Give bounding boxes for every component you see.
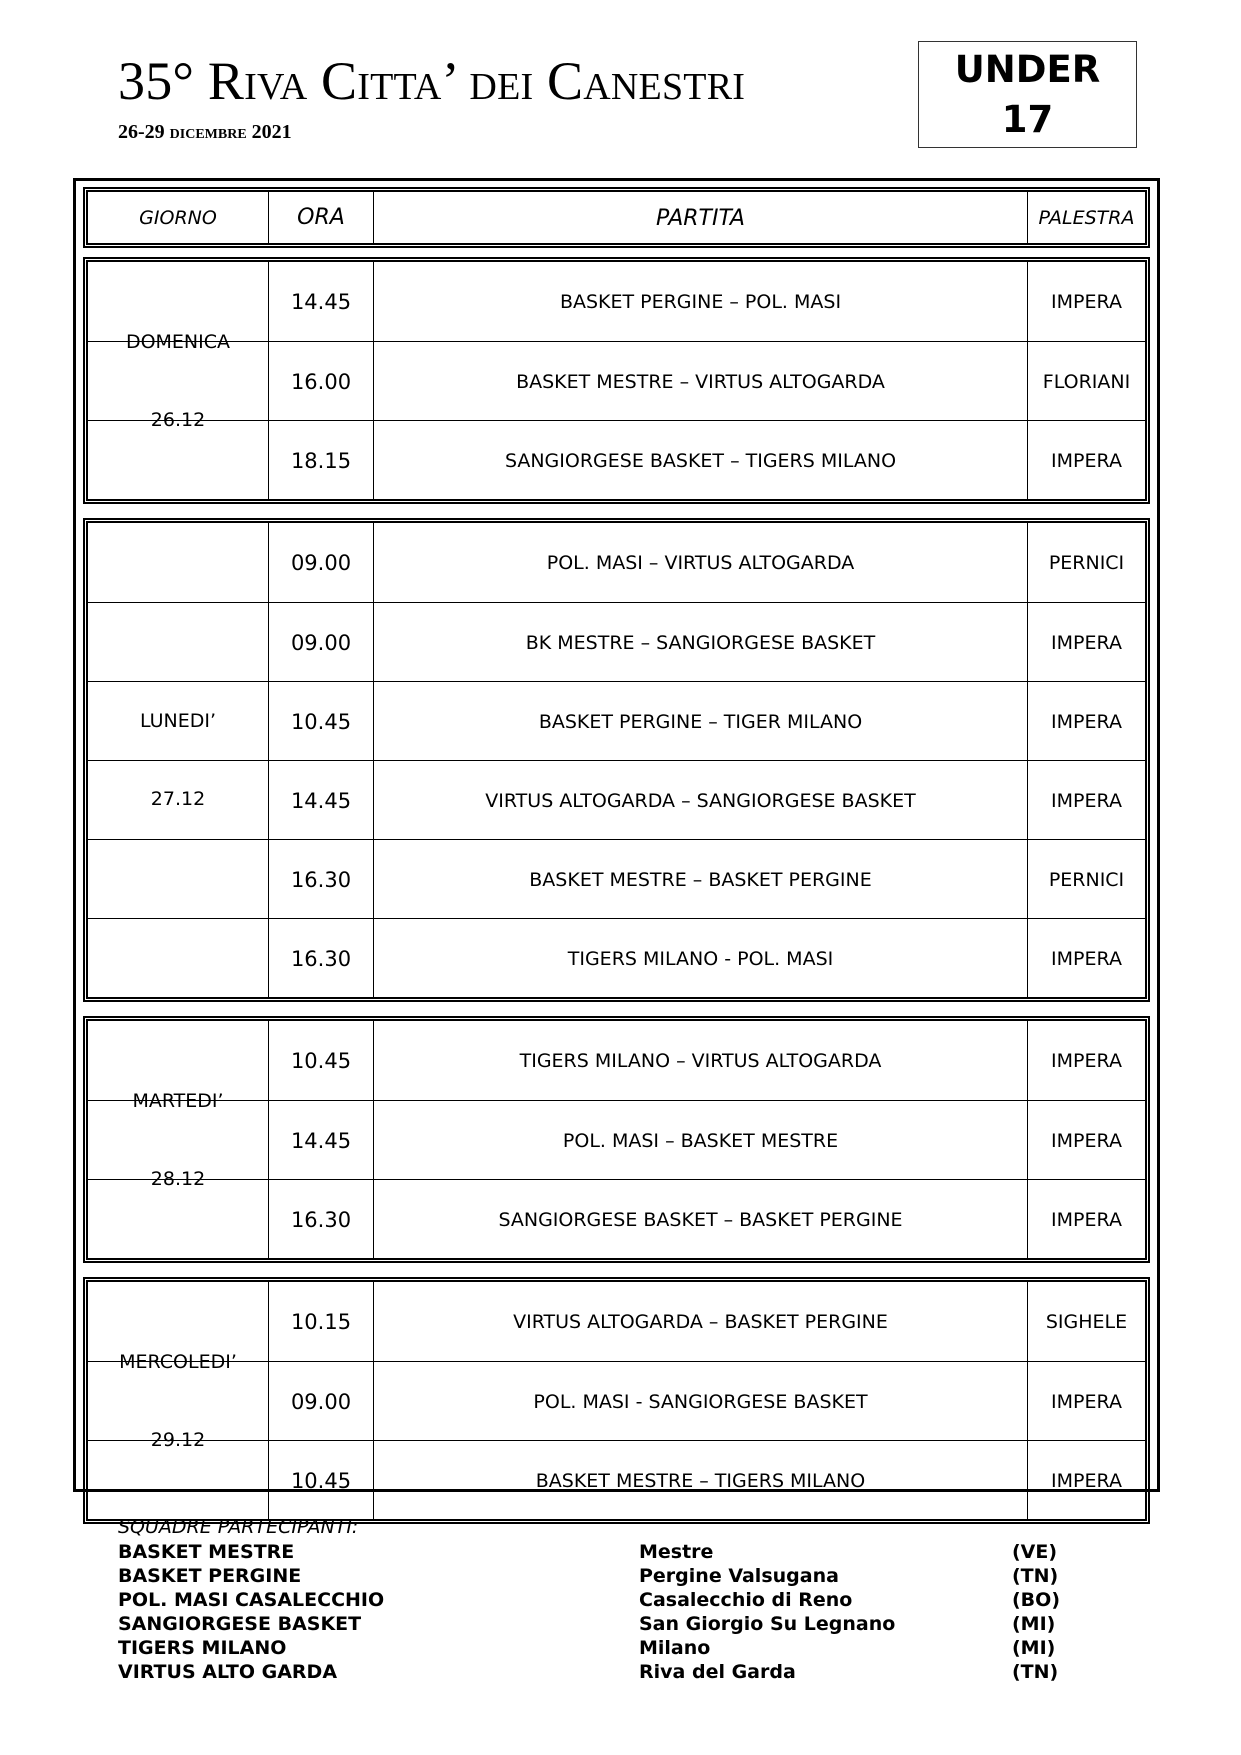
game-time: 14.45	[268, 1101, 373, 1180]
day-date: 26.12	[150, 408, 206, 431]
game-venue: IMPERA	[1027, 682, 1145, 761]
game-venue: IMPERA	[1027, 1441, 1145, 1520]
game-match: BASKET MESTRE – TIGERS MILANO	[373, 1441, 1027, 1520]
day-cell	[88, 523, 268, 997]
column-header-day: GIORNO	[139, 206, 217, 229]
team-province: (VE)	[1012, 1541, 1058, 1563]
game-time: 09.00	[268, 603, 373, 682]
team-row	[118, 1612, 1128, 1636]
game-venue: PERNICI	[1027, 840, 1145, 919]
game-time: 14.45	[268, 761, 373, 840]
game-match: BASKET PERGINE – TIGER MILANO	[373, 682, 1027, 761]
day-cell	[88, 262, 268, 499]
team-province: (TN)	[1012, 1661, 1059, 1683]
team-row	[118, 1564, 1128, 1588]
event-dates: 26-29 dicembre 2021	[118, 121, 292, 143]
team-name: BASKET PERGINE	[118, 1565, 302, 1587]
day-name: DOMENICA	[125, 330, 231, 353]
day-cell	[88, 1021, 268, 1258]
day-block	[83, 1016, 1150, 1263]
game-venue: IMPERA	[1027, 919, 1145, 998]
day-date: 29.12	[150, 1428, 206, 1451]
game-time: 10.15	[268, 1282, 373, 1361]
teams-title: SQUADRE PARTECIPANTI:	[118, 1516, 359, 1538]
team-row	[118, 1636, 1128, 1660]
team-name: BASKET MESTRE	[118, 1541, 295, 1563]
team-name: SANGIORGESE BASKET	[118, 1613, 362, 1635]
game-match: SANGIORGESE BASKET – TIGERS MILANO	[373, 421, 1027, 500]
game-match: POL. MASI - SANGIORGESE BASKET	[373, 1362, 1027, 1441]
game-time: 10.45	[268, 1021, 373, 1100]
game-venue: IMPERA	[1027, 1180, 1145, 1259]
day-name: MERCOLEDI’	[119, 1350, 237, 1373]
team-city: San Giorgio Su Legnano	[639, 1613, 896, 1635]
column-header-venue: PALESTRA	[1027, 192, 1145, 243]
team-row	[118, 1540, 1128, 1564]
game-venue: IMPERA	[1027, 1021, 1145, 1100]
game-match: TIGERS MILANO - POL. MASI	[373, 919, 1027, 998]
participating-teams	[118, 1514, 1128, 1684]
game-time: 10.45	[268, 682, 373, 761]
team-row	[118, 1588, 1128, 1612]
game-match: VIRTUS ALTOGARDA – SANGIORGESE BASKET	[373, 761, 1027, 840]
page-title: 35° Riva Citta’ dei Canestri	[118, 51, 746, 111]
game-time: 09.00	[268, 1362, 373, 1441]
team-city: Mestre	[639, 1541, 714, 1563]
game-venue: IMPERA	[1027, 262, 1145, 341]
day-block	[83, 1277, 1150, 1524]
game-match: POL. MASI – BASKET MESTRE	[373, 1101, 1027, 1180]
day-date: 28.12	[150, 1167, 206, 1190]
game-time: 16.00	[268, 342, 373, 421]
game-time: 18.15	[268, 421, 373, 500]
team-city: Pergine Valsugana	[639, 1565, 839, 1587]
team-row	[118, 1660, 1128, 1684]
game-time: 10.45	[268, 1441, 373, 1520]
team-name: TIGERS MILANO	[118, 1637, 287, 1659]
team-city: Milano	[639, 1637, 711, 1659]
team-city: Casalecchio di Reno	[639, 1589, 853, 1611]
day-name: LUNEDI’	[139, 710, 217, 732]
game-venue: IMPERA	[1027, 603, 1145, 682]
day-cell	[88, 1282, 268, 1519]
game-match: SANGIORGESE BASKET – BASKET PERGINE	[373, 1180, 1027, 1259]
game-match: BASKET PERGINE – POL. MASI	[373, 262, 1027, 341]
header-row	[88, 192, 1145, 243]
column-header-time: ORA	[268, 192, 373, 243]
game-match: POL. MASI – VIRTUS ALTOGARDA	[373, 523, 1027, 602]
game-venue: IMPERA	[1027, 421, 1145, 500]
game-venue: IMPERA	[1027, 1101, 1145, 1180]
category-label: UNDER	[954, 47, 1101, 91]
game-venue: IMPERA	[1027, 761, 1145, 840]
team-city: Riva del Garda	[639, 1661, 796, 1683]
game-time: 14.45	[268, 262, 373, 341]
team-province: (MI)	[1012, 1637, 1056, 1659]
day-date: 27.12	[150, 788, 206, 810]
team-name: POL. MASI CASALECCHIO	[118, 1589, 385, 1611]
game-match: BASKET MESTRE – BASKET PERGINE	[373, 840, 1027, 919]
category-box	[918, 41, 1137, 148]
team-province: (TN)	[1012, 1565, 1059, 1587]
schedule-table	[73, 178, 1160, 1492]
team-name: VIRTUS ALTO GARDA	[118, 1661, 338, 1683]
team-list	[118, 1540, 1128, 1684]
team-province: (BO)	[1012, 1589, 1061, 1611]
team-province: (MI)	[1012, 1613, 1056, 1635]
column-header-match: PARTITA	[373, 192, 1027, 243]
game-time: 16.30	[268, 919, 373, 998]
game-time: 09.00	[268, 523, 373, 602]
day-block	[83, 518, 1150, 1002]
game-time: 16.30	[268, 1180, 373, 1259]
game-venue: PERNICI	[1027, 523, 1145, 602]
day-block	[83, 257, 1150, 504]
table-header	[83, 187, 1150, 248]
game-match: VIRTUS ALTOGARDA – BASKET PERGINE	[373, 1282, 1027, 1361]
game-venue: IMPERA	[1027, 1362, 1145, 1441]
day-name: MARTEDI’	[132, 1089, 224, 1112]
game-venue: FLORIANI	[1027, 342, 1145, 421]
game-match: BK MESTRE – SANGIORGESE BASKET	[373, 603, 1027, 682]
game-venue: SIGHELE	[1027, 1282, 1145, 1361]
game-time: 16.30	[268, 840, 373, 919]
category-age: 17	[1001, 97, 1054, 141]
game-match: TIGERS MILANO – VIRTUS ALTOGARDA	[373, 1021, 1027, 1100]
game-match: BASKET MESTRE – VIRTUS ALTOGARDA	[373, 342, 1027, 421]
